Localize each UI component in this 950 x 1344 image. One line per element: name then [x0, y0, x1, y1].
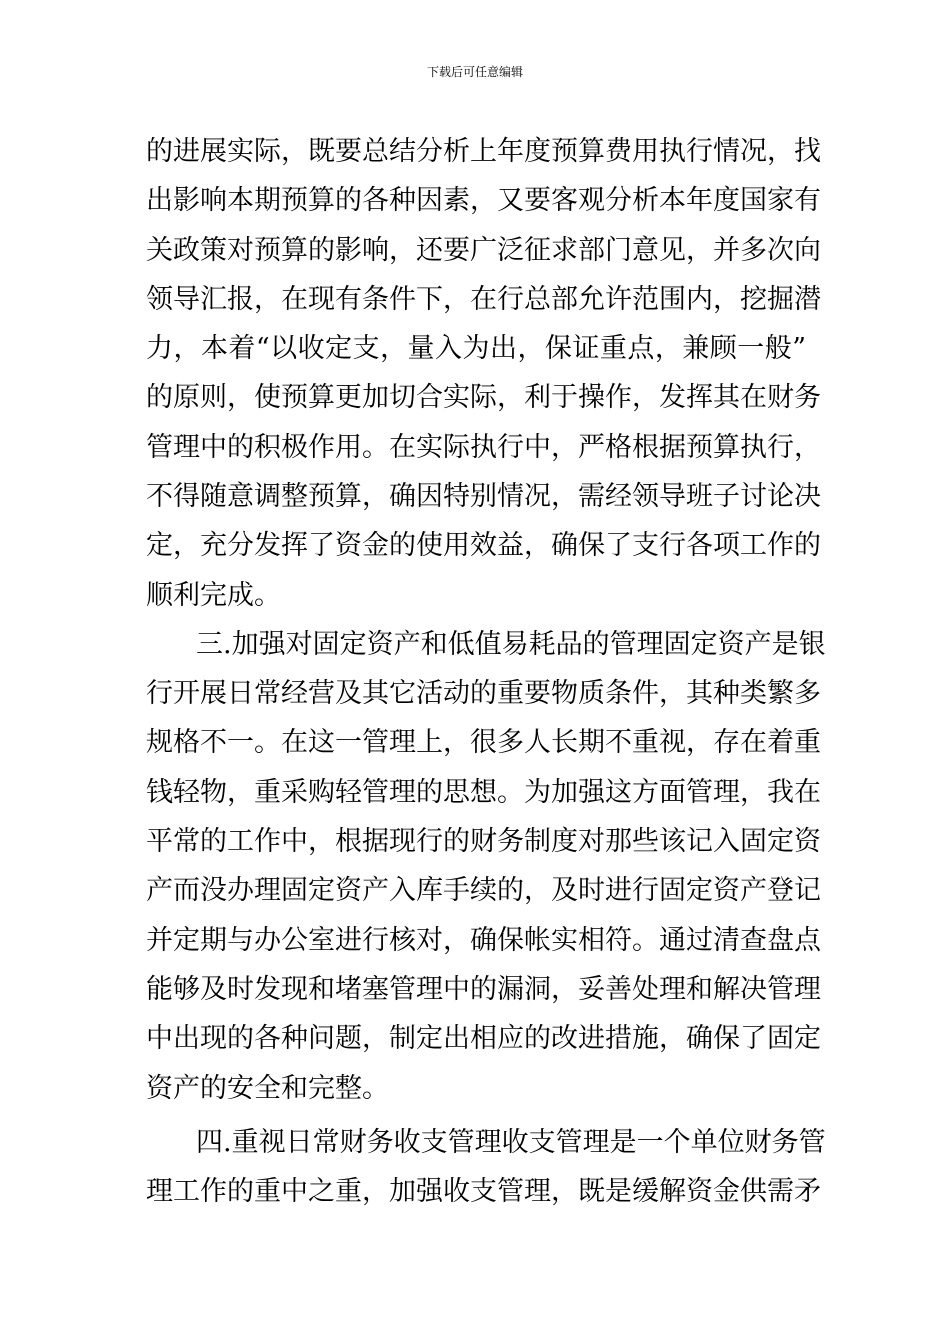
text-line: 钱轻物，重采购轻管理的思想。为加强这方面管理，我在: [146, 777, 821, 808]
text-line: 规格不一。在这一管理上，很多人长期不重视，存在着重: [146, 727, 821, 758]
text-line: 的进展实际，既要总结分析上年度预算费用执行情况，找: [146, 136, 821, 167]
text-line: 产而没办理固定资产入库手续的，及时进行固定资产登记: [146, 875, 821, 906]
header-note: 下载后可任意编辑: [426, 65, 523, 79]
text-line: 资产的安全和完整。: [146, 1073, 389, 1104]
text-line: 理工作的重中之重，加强收支管理，既是缓解资金供需矛: [146, 1176, 821, 1207]
section-heading-line: 四.重视日常财务收支管理收支管理是一个单位财务管: [196, 1127, 826, 1158]
text-line: 行开展日常经营及其它活动的重要物质条件，其种类繁多: [146, 678, 821, 709]
text-line: 的原则，使预算更加切合实际，利于操作，发挥其在财务: [146, 382, 821, 413]
section-heading-line: 三.加强对固定资产和低值易耗品的管理固定资产是银: [196, 629, 826, 660]
text-line: 定，充分发挥了资金的使用效益，确保了支行各项工作的: [146, 530, 821, 561]
text-line: 管理中的积极作用。在实际执行中，严格根据预算执行，: [146, 432, 821, 463]
text-line: 不得随意调整预算，确因特别情况，需经领导班子讨论决: [146, 481, 821, 512]
text-line: 关政策对预算的影响，还要广泛征求部门意见，并多次向: [146, 235, 821, 266]
text-line: 并定期与办公室进行核对，确保帐实相符。通过清查盘点: [146, 925, 821, 956]
text-line: 出影响本期预算的各种因素，又要客观分析本年度国家有: [146, 185, 821, 216]
text-line: 中出现的各种问题，制定出相应的改进措施，确保了固定: [146, 1023, 821, 1054]
text-line: 能够及时发现和堵塞管理中的漏洞，妥善处理和解决管理: [146, 974, 821, 1005]
text-line: 顺利完成。: [146, 580, 281, 611]
text-line: 平常的工作中，根据现行的财务制度对那些该记入固定资: [146, 826, 821, 857]
text-line: 领导汇报，在现有条件下，在行总部允许范围内，挖掘潜: [146, 284, 821, 315]
text-line: 力，本着“以收定支，量入为出，保证重点，兼顾一般”: [146, 333, 806, 364]
